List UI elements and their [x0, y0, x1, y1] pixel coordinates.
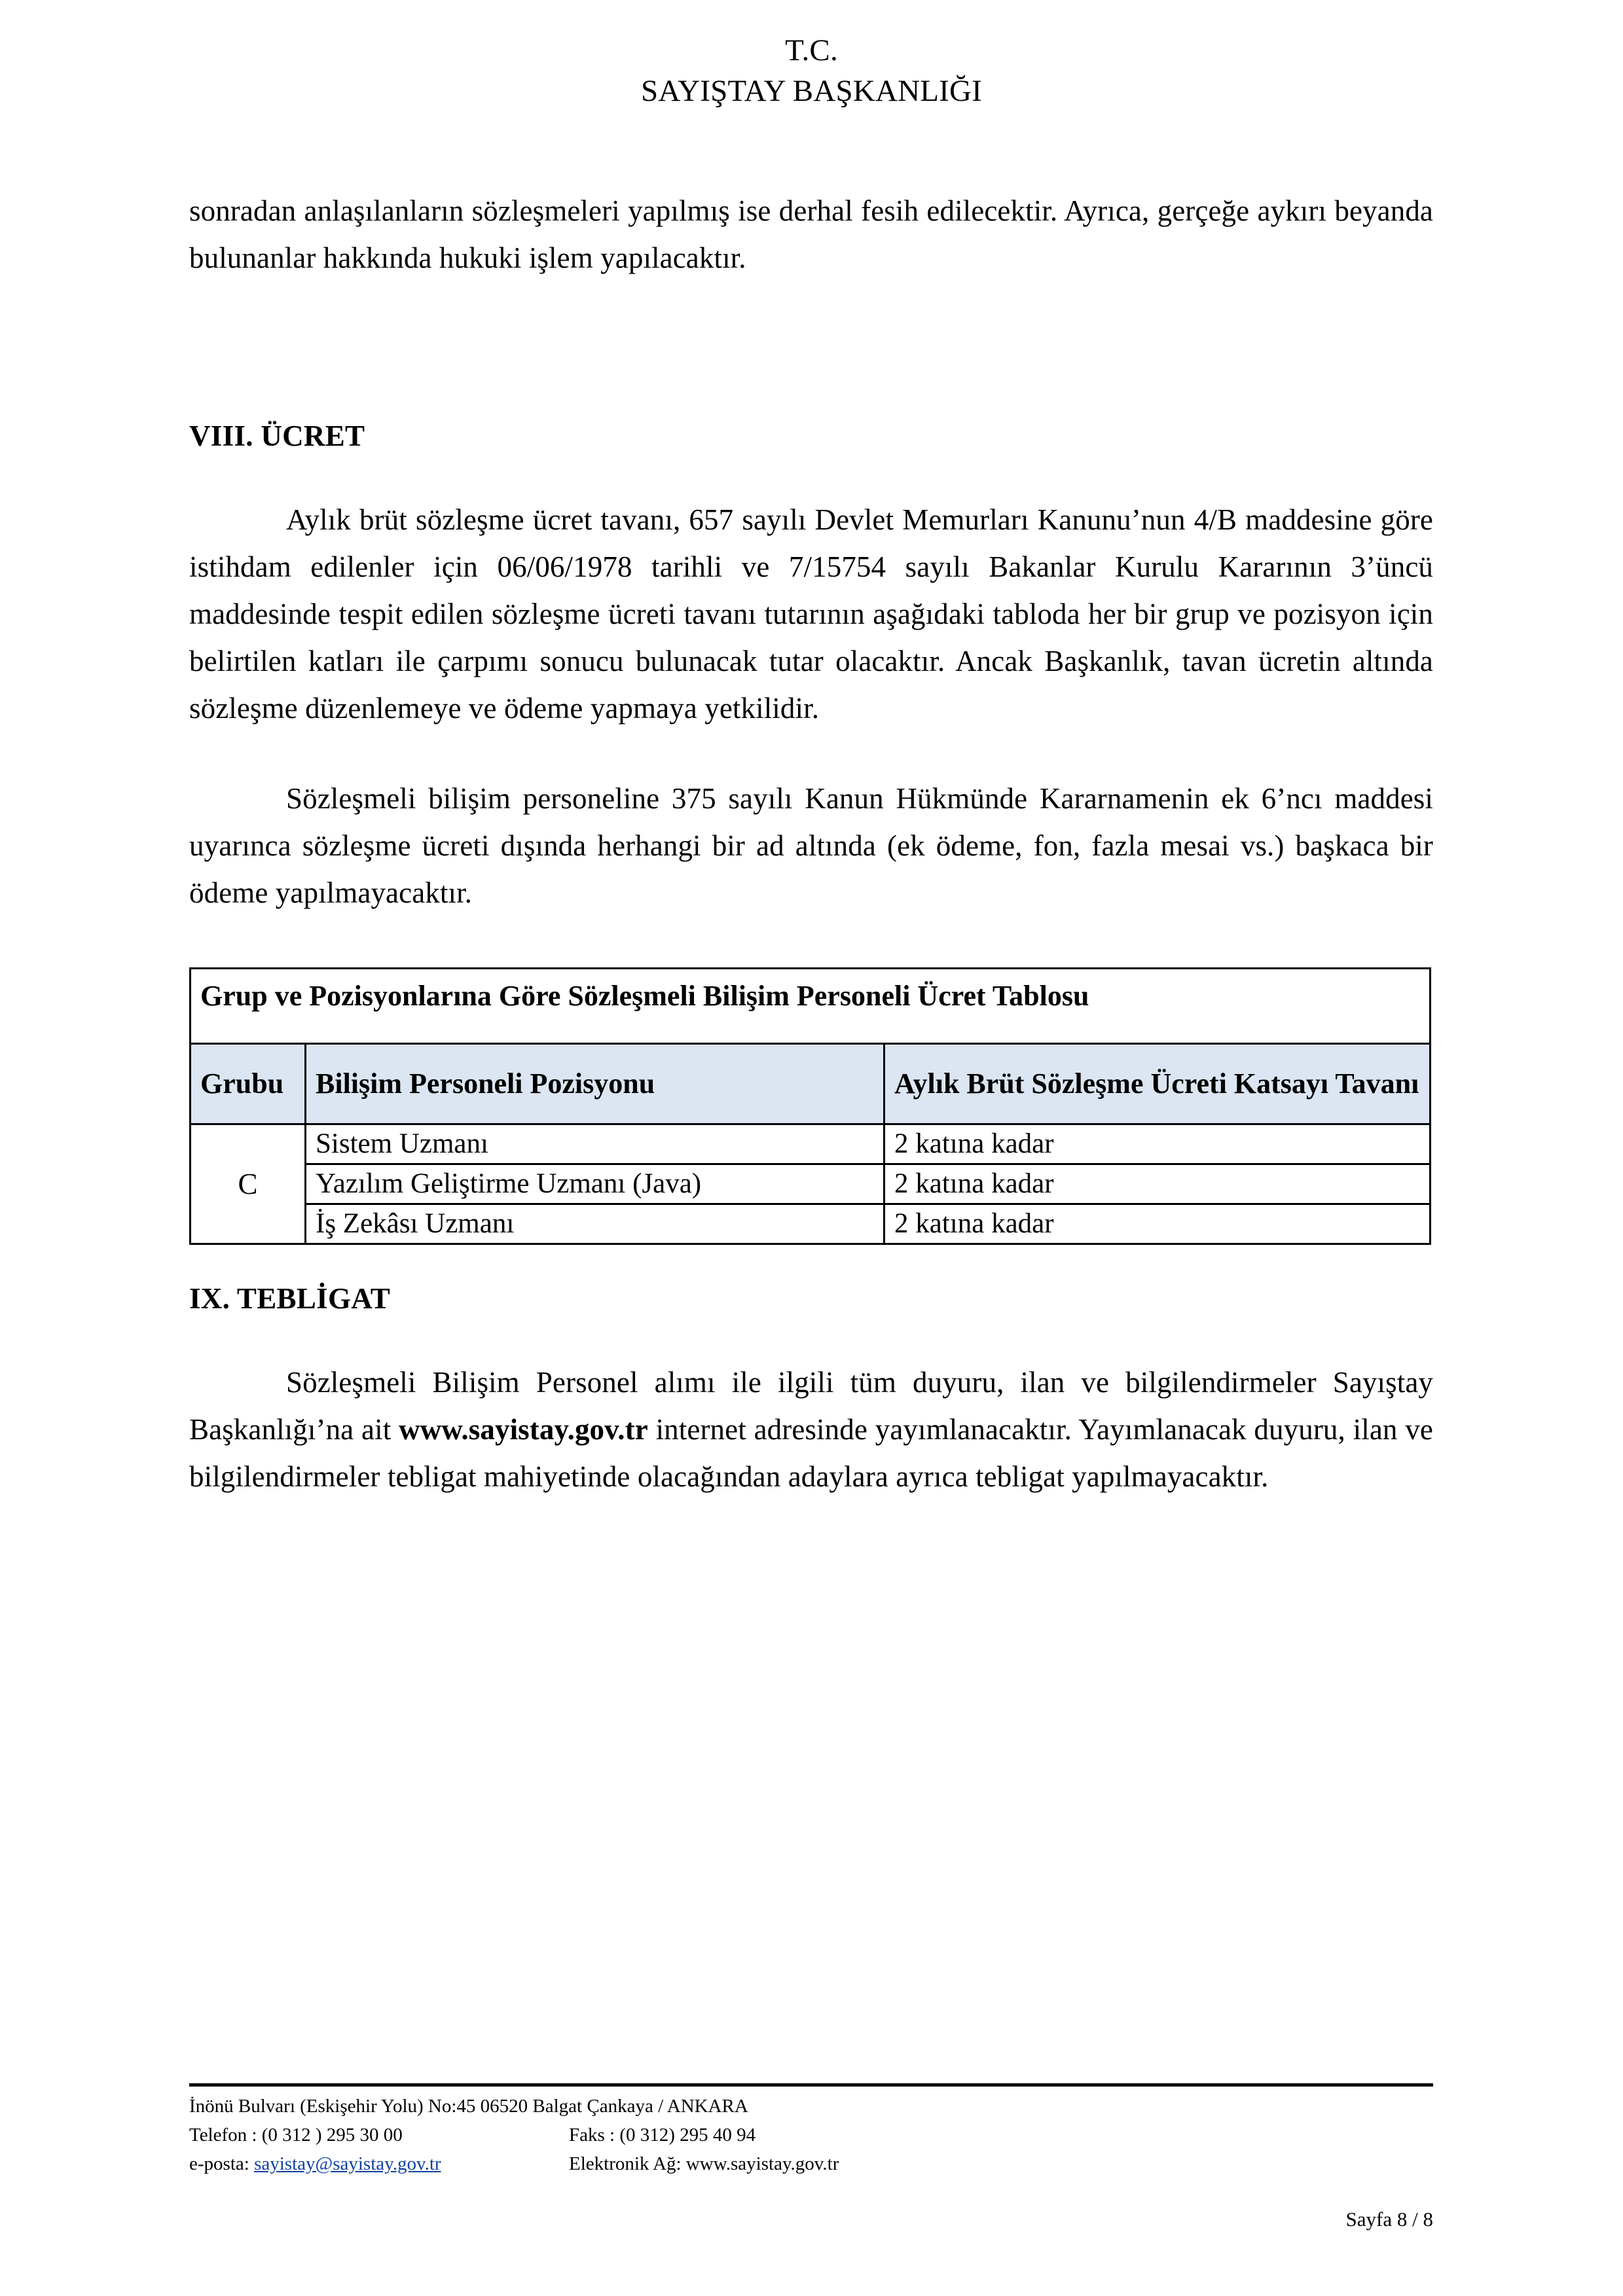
spacer [189, 732, 1433, 775]
spacer [189, 1318, 1433, 1359]
table-row [191, 1204, 1431, 1244]
ratio-cell: 2 katına kadar [884, 1204, 1431, 1244]
table-row [191, 1124, 1431, 1164]
document-footer [189, 2083, 1433, 2178]
table-header-row [191, 1044, 1431, 1124]
ucret-paragraph-2: Sözleşmeli bilişim personeline 375 sayılı Kanun Hükmünde Kararnamenin ek 6’ncı maddesi uyarınca sözleşme ücreti dışında herhangi bir ad altında (ek ödeme, fon, fazla mesai vs.) başkaca bir ödeme yapılmayacaktır. [189, 782, 1433, 909]
continued-paragraph: sonradan anlaşılanların sözleşmeleri yapılmış ise derhal fesih edilecektir. Ayrıca, gerçeğe aykırı beyanda bulunanlar hakkında hukuki işlem yapılacaktır. [189, 194, 1433, 274]
spacer [189, 456, 1433, 496]
position-cell: İş Zekâsı Uzmanı [306, 1204, 884, 1244]
table-row [191, 1164, 1431, 1204]
column-header-ratio: Aylık Brüt Sözleşme Ücreti Katsayı Tavanı [884, 1044, 1431, 1124]
heading-ix-tebligat: IX. TEBLİGAT [189, 1282, 391, 1315]
footer-email [189, 2149, 569, 2178]
group-cell-c: C [191, 1124, 306, 1244]
heading-viii-ucret: VIII. ÜCRET [189, 420, 365, 452]
column-header-group: Grubu [191, 1044, 306, 1124]
ratio-cell: 2 katına kadar [884, 1124, 1431, 1164]
position-cell: Yazılım Geliştirme Uzmanı (Java) [306, 1164, 884, 1204]
column-header-position: Bilişim Personeli Pozisyonu [306, 1044, 884, 1124]
ucret-paragraph-1: Aylık brüt sözleşme ücret tavanı, 657 sayılı Devlet Memurları Kanunu’nun 4/B maddesine göre istihdam edilenler için 06/06/1978 tarihli ve 7/15754 sayılı Bakanlar Kurulu Kararının 3’üncü maddesinde tespit edilen sözleşme ücreti tavanı tutarının aşağıdaki tabloda her bir grup ve pozisyon için belirtilen katları ile çarpımı sonucu bulunacak tutar olacaktır. Ancak Başkanlık, tavan ücretin altında sözleşme düzenlemeye ve ödeme yapmaya yetkilidir. [189, 503, 1433, 725]
footer-online-line [189, 2149, 1433, 2178]
document-header [0, 30, 1623, 111]
page-number: Sayfa 8 / 8 [1345, 2208, 1433, 2231]
footer-address: İnönü Bulvarı (Eskişehir Yolu) No:45 06520 Balgat Çankaya / ANKARA [189, 2096, 748, 2117]
spacer [189, 281, 1433, 416]
ratio-cell: 2 katına kadar [884, 1164, 1431, 1204]
position-cell: Sistem Uzmanı [306, 1124, 884, 1164]
footer-divider [189, 2083, 1433, 2087]
footer-website: Elektronik Ağ: www.sayistay.gov.tr [569, 2153, 839, 2174]
wage-table [189, 967, 1431, 1245]
spacer [189, 1245, 1433, 1279]
header-line-tc: T.C. [785, 33, 838, 67]
table-title-row [191, 969, 1431, 1044]
footer-email-label: e-posta: [189, 2153, 255, 2174]
tebligat-paragraph [189, 1359, 1433, 1500]
footer-contact-line [189, 2121, 1433, 2149]
sayistay-website-reference: www.sayistay.gov.tr [399, 1413, 648, 1446]
tebligat-text-part-1: Sözleşmeli Bilişim Personel alımı ile ilgili tüm duyuru, ilan ve bilgilendirmeler Sayıştay Başkanlığı’na ait [189, 1366, 1433, 1446]
wage-table-container [189, 967, 1429, 1245]
footer-email-link[interactable]: sayistay@sayistay.gov.tr [254, 2153, 441, 2174]
footer-fax: Faks : (0 312) 295 40 94 [569, 2125, 756, 2145]
document-body [189, 187, 1433, 1500]
footer-phone: Telefon : (0 312 ) 295 30 00 [189, 2125, 403, 2145]
tebligat-text-part-2: internet adresinde yayımlanacaktır. Yayımlanacak duyuru, ilan ve bilgilendirmeler tebligat mahiyetinde olacağından adaylara ayrıca tebligat yapılmayacaktır. [189, 1413, 1434, 1493]
header-line-institution: SAYIŞTAY BAŞKANLIĞI [640, 74, 983, 108]
wage-table-title: Grup ve Pozisyonlarına Göre Sözleşmeli Bilişim Personeli Ücret Tablosu [191, 969, 1431, 1044]
